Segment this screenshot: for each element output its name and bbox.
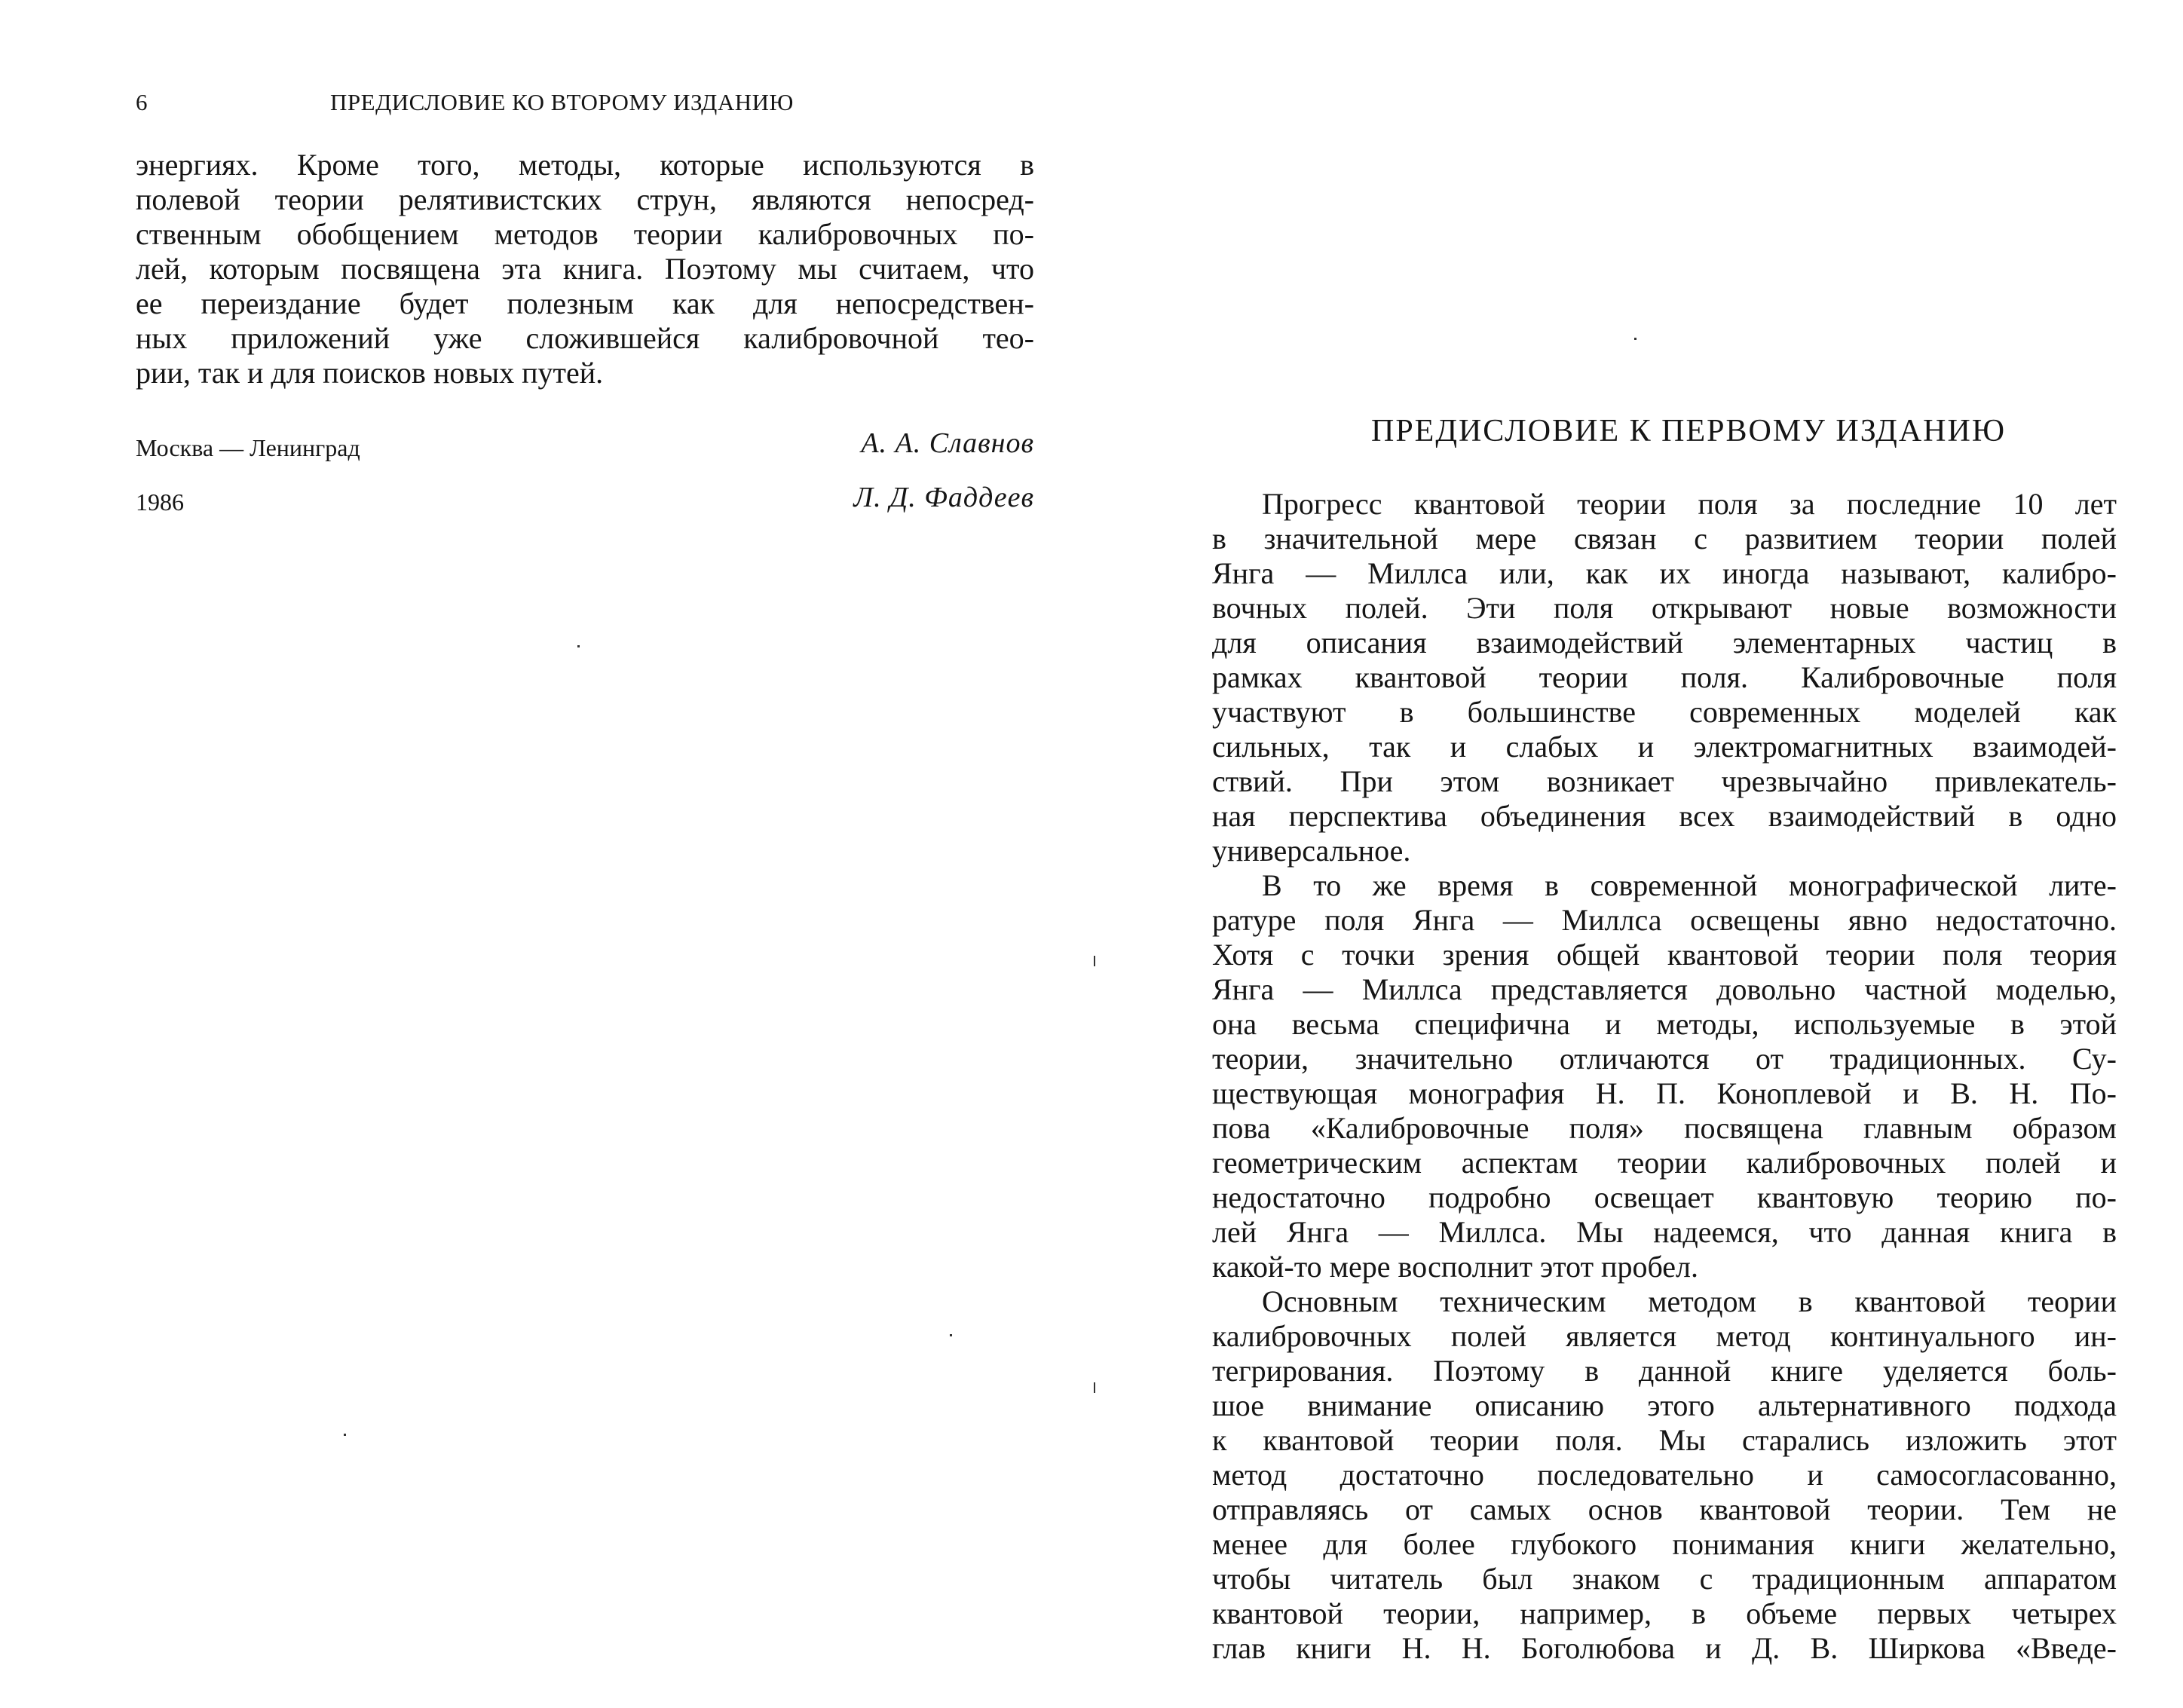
section-title: ПРЕДИСЛОВИЕ К ПЕРВОМУ ИЗДАНИЮ [1370,414,2006,448]
text-line: шое внимание описанию этого альтернативного подхода [1212,1388,2117,1422]
text-line: она весьма специфична и методы, используемые в этой [1212,1007,2117,1041]
scan-speck [950,1334,952,1336]
text-line: недостаточно подробно освещает квантовую теорию по- [1212,1180,2117,1214]
page-number: 6 [136,89,148,115]
text-line: Основным техническим методом в квантовой теории [1262,1284,2117,1318]
text-line: чтобы читатель был знаком с традиционным аппаратом [1212,1562,2117,1596]
text-line: теории, значительно отличаются от традиционных. Су- [1212,1042,2117,1076]
text-line: менее для более глубокого понимания книги желательно, [1212,1527,2117,1561]
text-line: ратуре поля Янга — Миллса освещены явно недостаточно. [1212,903,2117,937]
scan-speck [344,1434,346,1436]
text-line: ее переиздание будет полезным как для непосредствен- [136,286,1034,320]
text-line: Янга — Миллса или, как их иногда называют, калибро- [1212,556,2117,590]
text-line: лей Янга — Миллса. Мы надеемся, что данная книга в [1212,1215,2117,1249]
text-line: какой-то мере восполнит этот пробел. [1212,1250,1698,1284]
right-page [1092,0,2183,1708]
text-line: тегрирования. Поэтому в данной книге уделяется боль- [1212,1354,2117,1388]
text-line: Прогресс квантовой теории поля за последние 10 лет [1262,487,2117,521]
text-line: универсальное. [1212,834,1411,868]
running-header [136,89,1040,127]
text-line: в значительной мере связан с развитием теории полей [1212,522,2117,556]
text-line: ная перспектива объединения всех взаимодействий в одно [1212,799,2117,833]
text-line: лей, которым посвящена эта книга. Поэтому мы считаем, что [136,252,1034,286]
text-line: для описания взаимодействий элементарных частиц в [1212,626,2117,660]
text-line: рии, так и для поисков новых путей. [136,356,604,390]
text-line: глав книги Н. Н. Боголюбова и Д. В. Ширкова «Введе- [1212,1631,2117,1665]
text-line: вочных полей. Эти поля открывают новые возможности [1212,591,2117,625]
scan-speck [1094,956,1095,966]
text-line: В то же время в современной монографической лите- [1262,868,2117,902]
year-label: 1986 [136,488,184,516]
text-line: калибровочных полей является метод континуального ин- [1212,1319,2117,1353]
running-header-title: ПРЕДИСЛОВИЕ КО ВТОРОМУ ИЗДАНИЮ [330,89,794,115]
text-line: энергиях. Кроме того, методы, которые используются в [136,148,1034,182]
text-line: к квантовой теории поля. Мы старались изложить этот [1212,1423,2117,1457]
scan-speck [1094,1382,1095,1393]
text-line: квантовой теории, например, в объеме первых четырех [1212,1596,2117,1630]
place-label: Москва — Ленинград [136,434,360,461]
scan-speck [1634,338,1636,340]
text-line: участвуют в большинстве современных моделей как [1212,695,2117,729]
text-line: рамках квантовой теории поля. Калибровочные поля [1212,660,2117,694]
text-line: геометрическим аспектам теории калибровочных полей и [1212,1146,2117,1180]
text-line: метод достаточно последовательно и самосогласованно, [1212,1458,2117,1492]
text-line: ных приложений уже сложившейся калибровочной тео- [136,321,1034,355]
text-line: сильных, так и слабых и электромагнитных взаимодей- [1212,730,2117,764]
text-line: полевой теории релятивистских струн, являются непосред- [136,182,1034,216]
author-signature: Л. Д. Фаддеев [853,482,1034,513]
text-line: ствий. При этом возникает чрезвычайно привлекатель- [1212,764,2117,798]
author-signature: А. А. Славнов [861,427,1034,459]
text-line: пова «Калибровочные поля» посвящена главным образом [1212,1111,2117,1145]
text-line: ществующая монография Н. П. Коноплевой и В. Н. По- [1212,1076,2117,1110]
text-line: ственным обобщением методов теории калибровочных по- [136,217,1034,251]
text-line: Хотя с точки зрения общей квантовой теории поля теория [1212,938,2117,972]
text-line: отправляясь от самых основ квантовой теории. Тем не [1212,1492,2117,1526]
scan-speck [577,645,580,647]
text-line: Янга — Миллса представляется довольно частной моделью, [1212,972,2117,1006]
